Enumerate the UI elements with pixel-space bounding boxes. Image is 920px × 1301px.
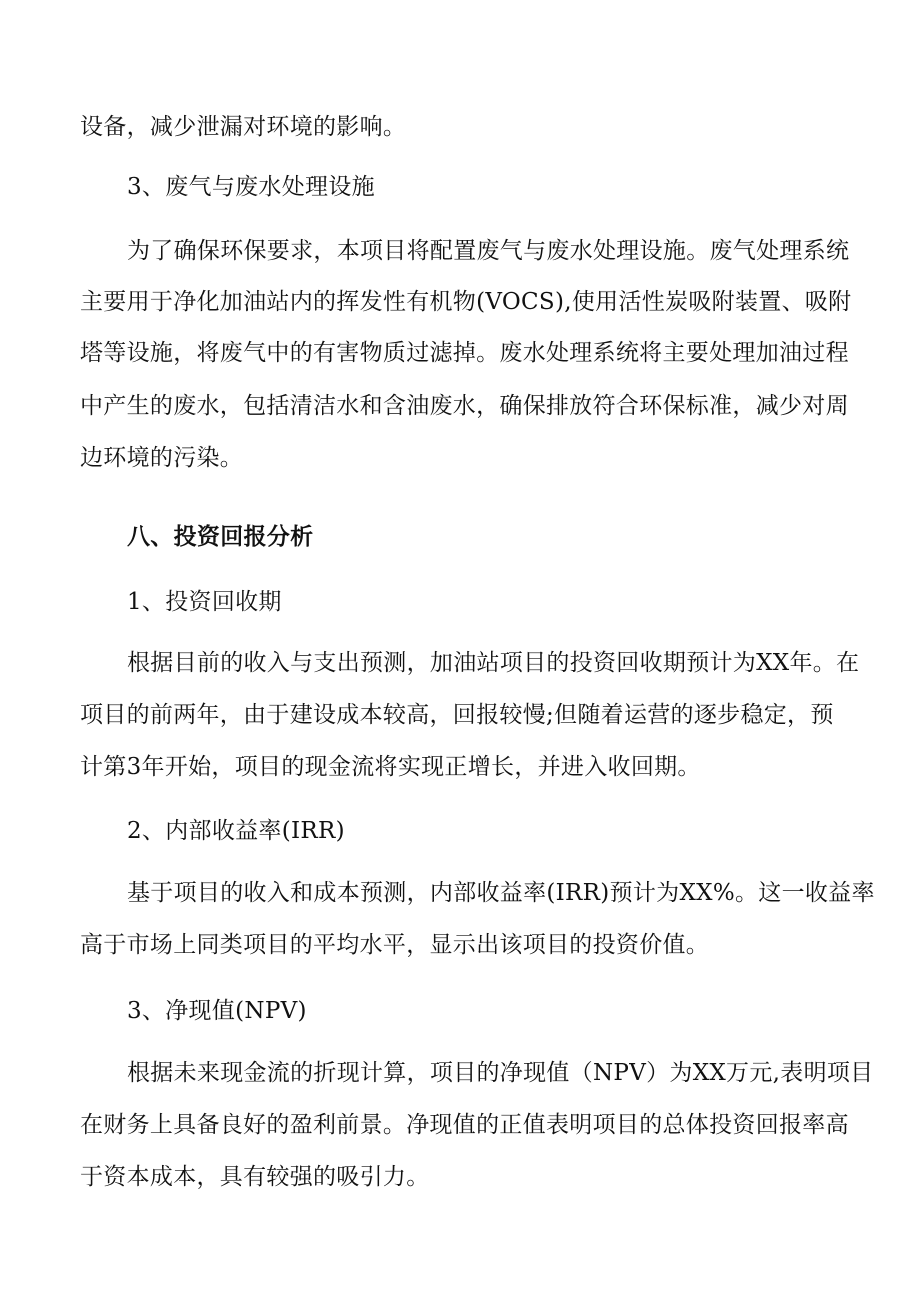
paragraph-line: 基于项目的收入和成本预测，内部收益率(IRR)预计为XX%。这一收益率 xyxy=(127,880,875,906)
paragraph-line: 在财务上具备良好的盈利前景。净现值的正值表明项目的总体投资回报率高 xyxy=(80,1112,849,1138)
paragraph-line: 中产生的废水，包括清洁水和含油废水，确保排放符合环保标准，减少对周 xyxy=(80,393,849,419)
paragraph-line: 塔等设施，将废气中的有害物质过滤掉。废水处理系统将主要处理加油过程 xyxy=(80,340,849,366)
paragraph-line: 计第3年开始，项目的现金流将实现正增长，并进入收回期。 xyxy=(80,754,701,780)
paragraph-line: 项目的前两年，由于建设成本较高，回报较慢;但随着运营的逐步稳定，预 xyxy=(80,702,834,728)
subsection-heading-npv: 3、净现值(NPV) xyxy=(127,998,307,1024)
paragraph-line: 设备，减少泄漏对环境的影响。 xyxy=(80,114,407,140)
paragraph-line: 主要用于净化加油站内的挥发性有机物(VOCS),使用活性炭吸附装置、吸附 xyxy=(80,289,852,315)
section-heading-investment-return: 八、投资回报分析 xyxy=(127,523,314,550)
subsection-heading-payback-period: 1、投资回收期 xyxy=(127,589,282,615)
paragraph-line: 为了确保环保要求，本项目将配置废气与废水处理设施。废气处理系统 xyxy=(127,238,850,264)
subsection-heading-waste-treatment: 3、废气与废水处理设施 xyxy=(127,174,375,200)
paragraph-line: 高于市场上同类项目的平均水平，显示出该项目的投资价值。 xyxy=(80,932,710,958)
paragraph-line: 于资本成本，具有较强的吸引力。 xyxy=(80,1164,430,1190)
paragraph-line: 边环境的污染。 xyxy=(80,445,244,471)
paragraph-line: 根据目前的收入与支出预测，加油站项目的投资回收期预计为XX年。在 xyxy=(127,650,860,676)
paragraph-line: 根据未来现金流的折现计算，项目的净现值（NPV）为XX万元,表明项目 xyxy=(127,1060,874,1086)
subsection-heading-irr: 2、内部收益率(IRR) xyxy=(127,818,345,844)
